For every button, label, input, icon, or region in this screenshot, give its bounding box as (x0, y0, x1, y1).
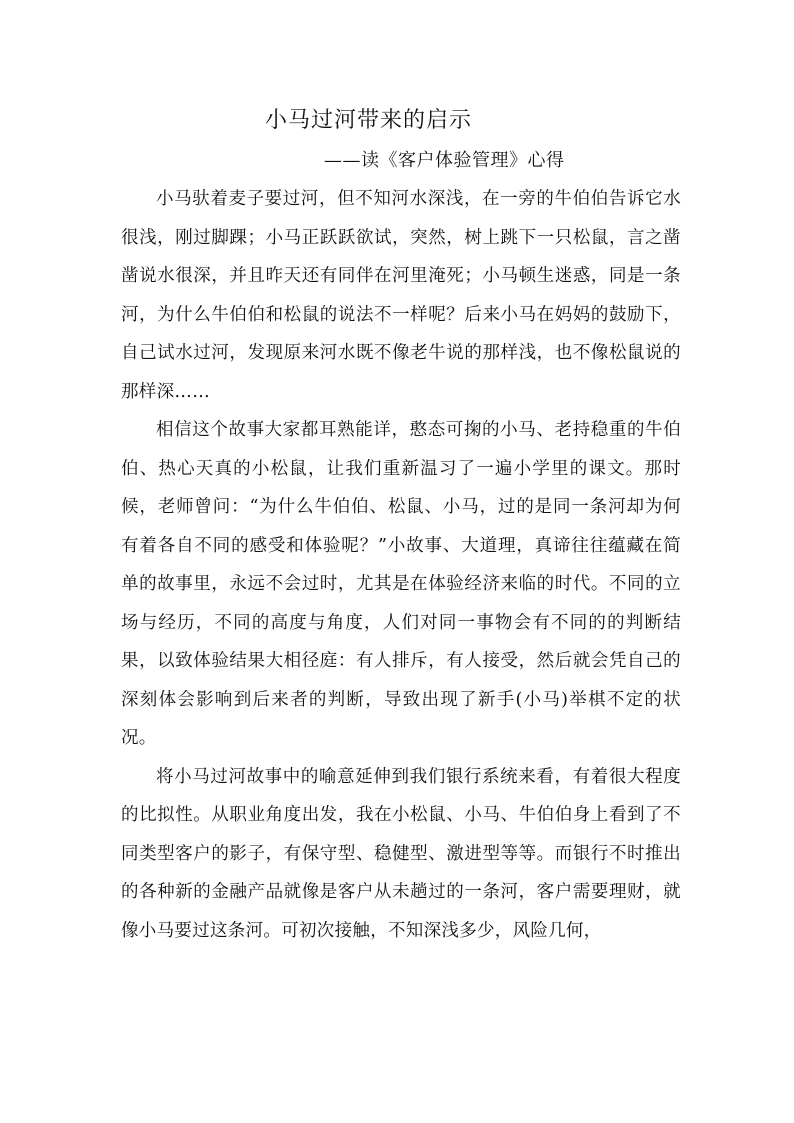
paragraph: 相信这个故事大家都耳熟能详，憨态可掬的小马、老持稳重的牛伯伯、热心天真的小松鼠，让我们重新温习了一遍小学里的课文。那时候，老师曾问：“为什么牛伯伯、松鼠、小马，过的是同一条河却为何有着各自不同的感受和体验呢？”小故事、大道理，真谛往往蕴藏在简单的故事里，永远不会过时，尤其是在体验经济来临的时代。不同的立场与经历，不同的高度与角度，人们对同一事物会有不同的的判断结果，以致体验结果大相径庭：有人排斥，有人接受，然后就会凭自己的深刻体会影响到后来者的判断，导致出现了新手(小马)举棋不定的状况。 (121, 420, 681, 748)
document-title: 小马过河带来的启示 (265, 108, 473, 133)
document-subtitle: ——读《客户体验管理》心得 (324, 150, 565, 171)
document-body (121, 180, 681, 950)
paragraph: 小马驮着麦子要过河，但不知河水深浅，在一旁的牛伯伯告诉它水很浅，刚过脚踝；小马正跃跃欲试，突然，树上跳下一只松鼠，言之凿凿说水很深，并且昨天还有同伴在河里淹死；小马顿生迷惑，同是一条河，为什么牛伯伯和松鼠的说法不一样呢？后来小马在妈妈的鼓励下，自己试水过河，发现原来河水既不像老牛说的那样浅，也不像松鼠说的那样深…… (121, 189, 681, 402)
paragraph: 将小马过河故事中的喻意延伸到我们银行系统来看，有着很大程度的比拟性。从职业角度出发，我在小松鼠、小马、牛伯伯身上看到了不同类型客户的影子，有保守型、稳健型、激进型等等。而银行不时推出的各种新的金融产品就像是客户从未趟过的一条河，客户需要理财，就像小马要过这条河。可初次接触，不知深浅多少，风险几何， (121, 766, 681, 941)
